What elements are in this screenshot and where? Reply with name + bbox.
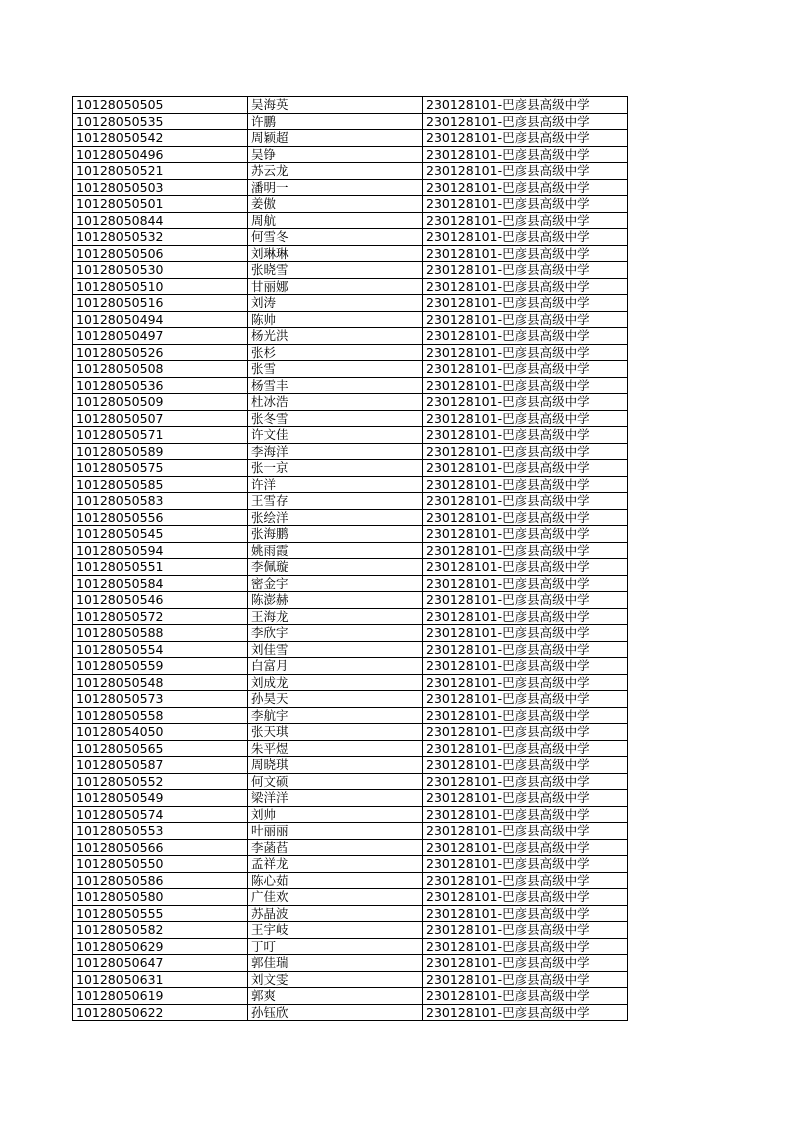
candidate-id-cell: 10128050542 — [73, 130, 248, 147]
table-row — [73, 542, 628, 559]
school-cell: 230128101-巴彦县高级中学 — [423, 509, 628, 526]
student-name-cell: 张绘洋 — [248, 509, 423, 526]
candidate-id-cell: 10128050507 — [73, 410, 248, 427]
candidate-id-cell: 10128050505 — [73, 97, 248, 114]
school-cell: 230128101-巴彦县高级中学 — [423, 212, 628, 229]
student-name-cell: 王雪存 — [248, 493, 423, 510]
school-cell: 230128101-巴彦县高级中学 — [423, 823, 628, 840]
school-cell: 230128101-巴彦县高级中学 — [423, 311, 628, 328]
student-name-cell: 王海龙 — [248, 608, 423, 625]
school-cell: 230128101-巴彦县高级中学 — [423, 856, 628, 873]
table-row — [73, 229, 628, 246]
candidate-id-cell: 10128054050 — [73, 724, 248, 741]
table-row — [73, 196, 628, 213]
candidate-id-cell: 10128050574 — [73, 806, 248, 823]
table-row — [73, 163, 628, 180]
candidate-id-cell: 10128050566 — [73, 839, 248, 856]
student-name-cell: 刘帅 — [248, 806, 423, 823]
school-cell: 230128101-巴彦县高级中学 — [423, 955, 628, 972]
table-row — [73, 773, 628, 790]
table-row — [73, 1004, 628, 1021]
school-cell: 230128101-巴彦县高级中学 — [423, 790, 628, 807]
student-name-cell: 许文佳 — [248, 427, 423, 444]
table-row — [73, 361, 628, 378]
candidate-id-cell: 10128050647 — [73, 955, 248, 972]
table-row — [73, 856, 628, 873]
candidate-id-cell: 10128050494 — [73, 311, 248, 328]
student-name-cell: 刘成龙 — [248, 674, 423, 691]
school-cell: 230128101-巴彦县高级中学 — [423, 988, 628, 1005]
student-name-cell: 刘涛 — [248, 295, 423, 312]
candidate-id-cell: 10128050571 — [73, 427, 248, 444]
student-name-cell: 何文硕 — [248, 773, 423, 790]
student-name-cell: 苏晶波 — [248, 905, 423, 922]
table-row — [73, 509, 628, 526]
school-cell: 230128101-巴彦县高级中学 — [423, 740, 628, 757]
candidate-id-cell: 10128050582 — [73, 922, 248, 939]
student-name-cell: 苏云龙 — [248, 163, 423, 180]
candidate-id-cell: 10128050506 — [73, 245, 248, 262]
student-name-cell: 吴海英 — [248, 97, 423, 114]
student-name-cell: 密金宇 — [248, 575, 423, 592]
table-row — [73, 377, 628, 394]
table-row — [73, 146, 628, 163]
student-name-cell: 白富月 — [248, 658, 423, 675]
table-row — [73, 328, 628, 345]
student-name-cell: 杨雪丰 — [248, 377, 423, 394]
student-name-cell: 何雪冬 — [248, 229, 423, 246]
candidate-id-cell: 10128050556 — [73, 509, 248, 526]
student-name-cell: 孙昊天 — [248, 691, 423, 708]
table-row — [73, 625, 628, 642]
school-cell: 230128101-巴彦县高级中学 — [423, 971, 628, 988]
candidate-id-cell: 10128050573 — [73, 691, 248, 708]
candidate-id-cell: 10128050587 — [73, 757, 248, 774]
table-row — [73, 113, 628, 130]
table-row — [73, 526, 628, 543]
school-cell: 230128101-巴彦县高级中学 — [423, 674, 628, 691]
table-row — [73, 212, 628, 229]
school-cell: 230128101-巴彦县高级中学 — [423, 97, 628, 114]
table-row — [73, 674, 628, 691]
candidate-id-cell: 10128050521 — [73, 163, 248, 180]
student-name-cell: 李航宇 — [248, 707, 423, 724]
school-cell: 230128101-巴彦县高级中学 — [423, 361, 628, 378]
student-name-cell: 刘文雯 — [248, 971, 423, 988]
candidate-id-cell: 10128050550 — [73, 856, 248, 873]
student-list-table — [72, 96, 628, 1021]
table-row — [73, 278, 628, 295]
student-name-cell: 张海鹏 — [248, 526, 423, 543]
candidate-id-cell: 10128050583 — [73, 493, 248, 510]
student-name-cell: 李菡萏 — [248, 839, 423, 856]
table-row — [73, 691, 628, 708]
candidate-id-cell: 10128050586 — [73, 872, 248, 889]
school-cell: 230128101-巴彦县高级中学 — [423, 1004, 628, 1021]
table-row — [73, 311, 628, 328]
table-row — [73, 97, 628, 114]
school-cell: 230128101-巴彦县高级中学 — [423, 476, 628, 493]
school-cell: 230128101-巴彦县高级中学 — [423, 592, 628, 609]
school-cell: 230128101-巴彦县高级中学 — [423, 443, 628, 460]
school-cell: 230128101-巴彦县高级中学 — [423, 328, 628, 345]
student-name-cell: 李海洋 — [248, 443, 423, 460]
candidate-id-cell: 10128050536 — [73, 377, 248, 394]
candidate-id-cell: 10128050585 — [73, 476, 248, 493]
school-cell: 230128101-巴彦县高级中学 — [423, 394, 628, 411]
student-name-cell: 张杉 — [248, 344, 423, 361]
school-cell: 230128101-巴彦县高级中学 — [423, 344, 628, 361]
student-name-cell: 张晓雪 — [248, 262, 423, 279]
candidate-id-cell: 10128050548 — [73, 674, 248, 691]
candidate-id-cell: 10128050559 — [73, 658, 248, 675]
school-cell: 230128101-巴彦县高级中学 — [423, 130, 628, 147]
school-cell: 230128101-巴彦县高级中学 — [423, 889, 628, 906]
student-name-cell: 周颖超 — [248, 130, 423, 147]
candidate-id-cell: 10128050558 — [73, 707, 248, 724]
table-row — [73, 641, 628, 658]
student-name-cell: 许洋 — [248, 476, 423, 493]
student-name-cell: 王宇岐 — [248, 922, 423, 939]
school-cell: 230128101-巴彦县高级中学 — [423, 625, 628, 642]
table-row — [73, 839, 628, 856]
student-name-cell: 潘明一 — [248, 179, 423, 196]
school-cell: 230128101-巴彦县高级中学 — [423, 179, 628, 196]
table-row — [73, 922, 628, 939]
table-row — [73, 245, 628, 262]
school-cell: 230128101-巴彦县高级中学 — [423, 493, 628, 510]
student-name-cell: 周晓琪 — [248, 757, 423, 774]
student-name-cell: 张一京 — [248, 460, 423, 477]
student-name-cell: 周航 — [248, 212, 423, 229]
table-row — [73, 179, 628, 196]
table-row — [73, 988, 628, 1005]
candidate-id-cell: 10128050526 — [73, 344, 248, 361]
candidate-id-cell: 10128050551 — [73, 559, 248, 576]
candidate-id-cell: 10128050622 — [73, 1004, 248, 1021]
table-row — [73, 971, 628, 988]
table-row — [73, 724, 628, 741]
student-name-cell: 陈心茹 — [248, 872, 423, 889]
school-cell: 230128101-巴彦县高级中学 — [423, 146, 628, 163]
table-row — [73, 427, 628, 444]
student-name-cell: 张天琪 — [248, 724, 423, 741]
student-name-cell: 吴铮 — [248, 146, 423, 163]
school-cell: 230128101-巴彦县高级中学 — [423, 542, 628, 559]
student-name-cell: 姜傲 — [248, 196, 423, 213]
school-cell: 230128101-巴彦县高级中学 — [423, 608, 628, 625]
student-name-cell: 杜冰浩 — [248, 394, 423, 411]
candidate-id-cell: 10128050546 — [73, 592, 248, 609]
table-row — [73, 130, 628, 147]
candidate-id-cell: 10128050565 — [73, 740, 248, 757]
candidate-id-cell: 10128050509 — [73, 394, 248, 411]
table-row — [73, 344, 628, 361]
school-cell: 230128101-巴彦县高级中学 — [423, 773, 628, 790]
candidate-id-cell: 10128050844 — [73, 212, 248, 229]
candidate-id-cell: 10128050510 — [73, 278, 248, 295]
student-name-cell: 李欣宇 — [248, 625, 423, 642]
candidate-id-cell: 10128050631 — [73, 971, 248, 988]
candidate-id-cell: 10128050549 — [73, 790, 248, 807]
student-name-cell: 姚雨霞 — [248, 542, 423, 559]
table-row — [73, 905, 628, 922]
school-cell: 230128101-巴彦县高级中学 — [423, 839, 628, 856]
candidate-id-cell: 10128050580 — [73, 889, 248, 906]
candidate-id-cell: 10128050496 — [73, 146, 248, 163]
candidate-id-cell: 10128050575 — [73, 460, 248, 477]
table-row — [73, 460, 628, 477]
candidate-id-cell: 10128050503 — [73, 179, 248, 196]
candidate-id-cell: 10128050532 — [73, 229, 248, 246]
table-row — [73, 806, 628, 823]
student-name-cell: 陈澎赫 — [248, 592, 423, 609]
candidate-id-cell: 10128050572 — [73, 608, 248, 625]
candidate-id-cell: 10128050629 — [73, 938, 248, 955]
school-cell: 230128101-巴彦县高级中学 — [423, 410, 628, 427]
table-row — [73, 410, 628, 427]
student-name-cell: 刘佳雪 — [248, 641, 423, 658]
candidate-id-cell: 10128050530 — [73, 262, 248, 279]
table-row — [73, 476, 628, 493]
table-row — [73, 295, 628, 312]
candidate-id-cell: 10128050554 — [73, 641, 248, 658]
table-row — [73, 443, 628, 460]
student-name-cell: 李佩璇 — [248, 559, 423, 576]
student-name-cell: 郭爽 — [248, 988, 423, 1005]
student-name-cell: 许鹏 — [248, 113, 423, 130]
candidate-id-cell: 10128050545 — [73, 526, 248, 543]
school-cell: 230128101-巴彦县高级中学 — [423, 262, 628, 279]
school-cell: 230128101-巴彦县高级中学 — [423, 724, 628, 741]
table-row — [73, 559, 628, 576]
candidate-id-cell: 10128050555 — [73, 905, 248, 922]
candidate-id-cell: 10128050589 — [73, 443, 248, 460]
table-row — [73, 757, 628, 774]
student-name-cell: 朱平煜 — [248, 740, 423, 757]
school-cell: 230128101-巴彦县高级中学 — [423, 575, 628, 592]
candidate-id-cell: 10128050501 — [73, 196, 248, 213]
table-row — [73, 608, 628, 625]
school-cell: 230128101-巴彦县高级中学 — [423, 707, 628, 724]
student-name-cell: 丁叮 — [248, 938, 423, 955]
student-name-cell: 甘丽娜 — [248, 278, 423, 295]
school-cell: 230128101-巴彦县高级中学 — [423, 757, 628, 774]
student-name-cell: 郭佳瑞 — [248, 955, 423, 972]
school-cell: 230128101-巴彦县高级中学 — [423, 113, 628, 130]
table-row — [73, 493, 628, 510]
table-row — [73, 889, 628, 906]
candidate-id-cell: 10128050516 — [73, 295, 248, 312]
table-row — [73, 740, 628, 757]
candidate-id-cell: 10128050497 — [73, 328, 248, 345]
school-cell: 230128101-巴彦县高级中学 — [423, 938, 628, 955]
candidate-id-cell: 10128050552 — [73, 773, 248, 790]
school-cell: 230128101-巴彦县高级中学 — [423, 245, 628, 262]
table-row — [73, 262, 628, 279]
student-name-cell: 广佳欢 — [248, 889, 423, 906]
student-name-cell: 张雪 — [248, 361, 423, 378]
candidate-id-cell: 10128050535 — [73, 113, 248, 130]
student-name-cell: 刘琳琳 — [248, 245, 423, 262]
school-cell: 230128101-巴彦县高级中学 — [423, 806, 628, 823]
school-cell: 230128101-巴彦县高级中学 — [423, 295, 628, 312]
school-cell: 230128101-巴彦县高级中学 — [423, 559, 628, 576]
school-cell: 230128101-巴彦县高级中学 — [423, 658, 628, 675]
table-row — [73, 575, 628, 592]
table-row — [73, 394, 628, 411]
table-row — [73, 790, 628, 807]
table-row — [73, 955, 628, 972]
school-cell: 230128101-巴彦县高级中学 — [423, 872, 628, 889]
school-cell: 230128101-巴彦县高级中学 — [423, 163, 628, 180]
candidate-id-cell: 10128050588 — [73, 625, 248, 642]
table-row — [73, 592, 628, 609]
student-name-cell: 杨光洪 — [248, 328, 423, 345]
student-name-cell: 叶丽丽 — [248, 823, 423, 840]
school-cell: 230128101-巴彦县高级中学 — [423, 460, 628, 477]
school-cell: 230128101-巴彦县高级中学 — [423, 905, 628, 922]
school-cell: 230128101-巴彦县高级中学 — [423, 922, 628, 939]
candidate-id-cell: 10128050594 — [73, 542, 248, 559]
student-name-cell: 陈帅 — [248, 311, 423, 328]
table-row — [73, 872, 628, 889]
school-cell: 230128101-巴彦县高级中学 — [423, 196, 628, 213]
candidate-id-cell: 10128050553 — [73, 823, 248, 840]
table-row — [73, 823, 628, 840]
candidate-id-cell: 10128050508 — [73, 361, 248, 378]
student-name-cell: 梁洋洋 — [248, 790, 423, 807]
school-cell: 230128101-巴彦县高级中学 — [423, 229, 628, 246]
table-body — [73, 97, 628, 1021]
school-cell: 230128101-巴彦县高级中学 — [423, 427, 628, 444]
table-row — [73, 658, 628, 675]
student-name-cell: 孟祥龙 — [248, 856, 423, 873]
school-cell: 230128101-巴彦县高级中学 — [423, 526, 628, 543]
table-row — [73, 938, 628, 955]
candidate-id-cell: 10128050584 — [73, 575, 248, 592]
student-name-cell: 孙钰欣 — [248, 1004, 423, 1021]
school-cell: 230128101-巴彦县高级中学 — [423, 691, 628, 708]
school-cell: 230128101-巴彦县高级中学 — [423, 377, 628, 394]
school-cell: 230128101-巴彦县高级中学 — [423, 278, 628, 295]
school-cell: 230128101-巴彦县高级中学 — [423, 641, 628, 658]
student-name-cell: 张冬雪 — [248, 410, 423, 427]
candidate-id-cell: 10128050619 — [73, 988, 248, 1005]
table-row — [73, 707, 628, 724]
